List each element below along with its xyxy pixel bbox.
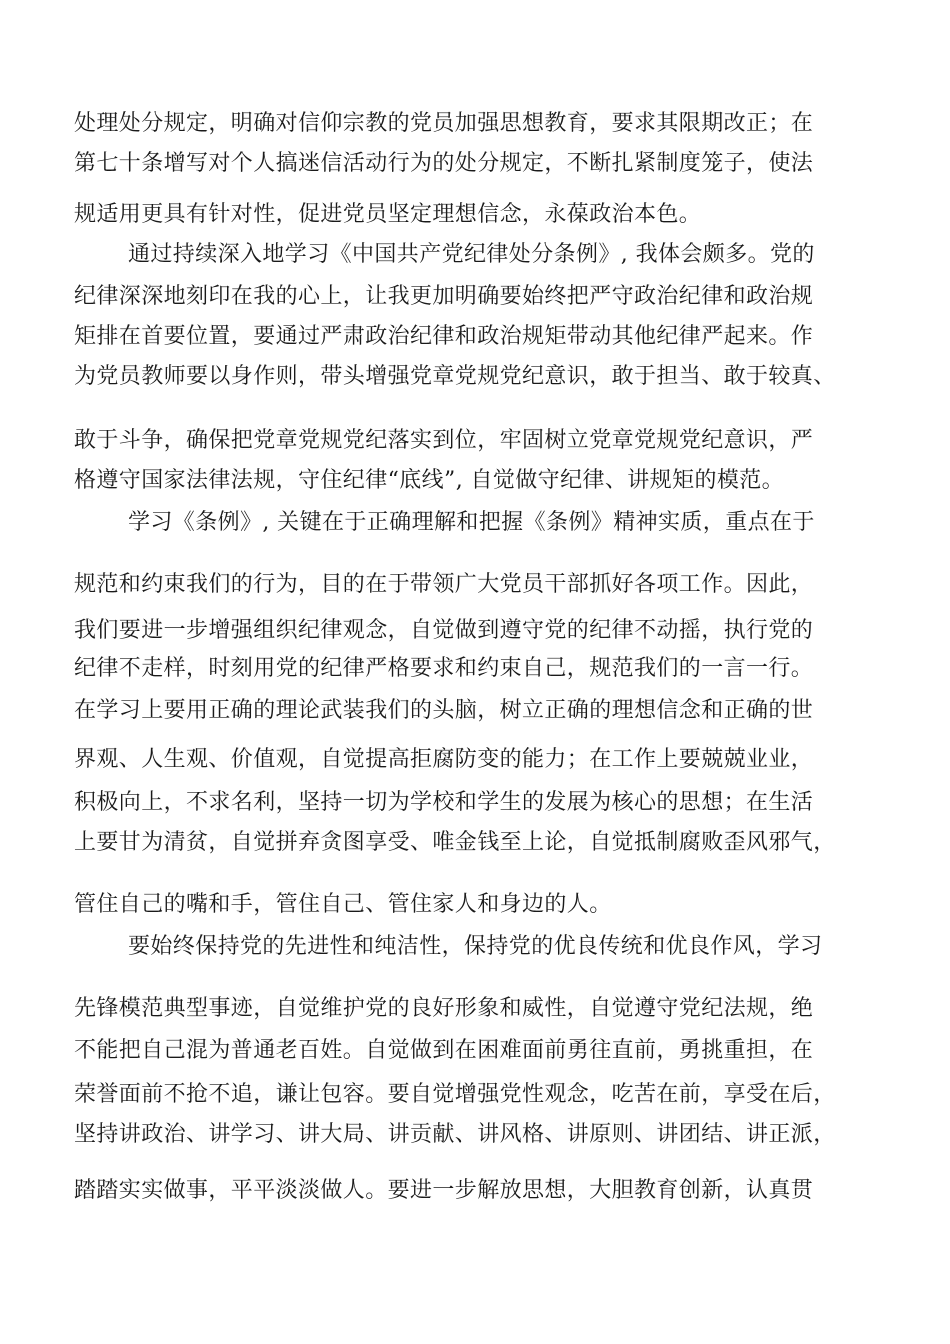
text-line-2: 第七十条增写对个人搞迷信活动行为的处分规定，不断扎紧制度笼子，使法 xyxy=(74,151,814,176)
text-line-6: 矩排在首要位置，要通过严肃政治纪律和政治规矩带动其他纪律严起来。作 xyxy=(74,324,814,349)
text-line-14: 在学习上要用正确的理论武装我们的头脑，树立正确的理想信念和正确的世 xyxy=(74,698,814,723)
text-line-7: 为党员教师要以身作则，带头增强党章党规党纪意识，敢于担当、敢于较真、 xyxy=(74,364,836,389)
text-line-23: 坚持讲政治、讲学习、讲大局、讲贡献、讲风格、讲原则、讲团结、讲正派， xyxy=(74,1122,836,1147)
text-line-17: 上要甘为清贫，自觉拼弃贪图享受、唯金钱至上论，自觉抵制腐败歪风邪气， xyxy=(74,830,836,855)
text-line-24: 踏踏实实做事，平平淡淡做人。要进一步解放思想，大胆教育创新，认真贯 xyxy=(74,1178,814,1203)
text-line-13: 纪律不走样，时刻用党的纪律严格要求和约束自己，规范我们的一言一行。 xyxy=(74,656,814,681)
text-line-21: 不能把自己混为普通老百姓。自觉做到在困难面前勇往直前，勇挑重担，在 xyxy=(74,1038,814,1063)
text-line-11: 规范和约束我们的行为，目的在于带领广大党员干部抓好各项工作。因此， xyxy=(74,572,814,597)
text-line-16: 积极向上，不求名利，坚持一切为学校和学生的发展为核心的思想；在生活 xyxy=(74,790,814,815)
text-line-15: 界观、人生观、价值观，自觉提高拒腐防变的能力；在工作上要兢兢业业， xyxy=(74,747,814,772)
text-line-8: 敢于斗争，确保把党章党规党纪落实到位，牢固树立党章党规党纪意识，严 xyxy=(74,428,814,453)
text-line-18: 管住自己的嘴和手，管住自己、管住家人和身边的人。 xyxy=(74,892,612,917)
text-line-20: 先锋模范典型事迹，自觉维护党的良好形象和威性，自觉遵守党纪法规，绝 xyxy=(74,996,814,1021)
text-line-1: 处理处分规定，明确对信仰宗教的党员加强思想教育，要求其限期改正；在 xyxy=(74,111,814,136)
text-line-5: 纪律深深地刻印在我的心上，让我更加明确要始终把严守政治纪律和政治规 xyxy=(74,284,814,309)
text-line-9: 格遵守国家法律法规，守住纪律“底线”, 自觉做守纪律、讲规矩的模范。 xyxy=(74,468,785,493)
paragraph-start-2: 学习《条例》, 关键在于正确理解和把握《条例》精神实质，重点在于 xyxy=(128,510,815,535)
paragraph-start-3: 要始终保持党的先进性和纯洁性，保持党的优良传统和优良作风，学习 xyxy=(128,934,823,959)
paragraph-start-1: 通过持续深入地学习《中国共产党纪律处分条例》, 我体会颇多。党的 xyxy=(128,242,815,267)
text-line-12: 我们要进一步增强组织纪律观念，自觉做到遵守党的纪律不动摇，执行党的 xyxy=(74,618,814,643)
text-line-22: 荣誉面前不抢不追，谦让包容。要自觉增强党性观念，吃苦在前，享受在后， xyxy=(74,1082,836,1107)
text-line-3: 规适用更具有针对性，促进党员坚定理想信念，永葆政治本色。 xyxy=(74,202,702,227)
